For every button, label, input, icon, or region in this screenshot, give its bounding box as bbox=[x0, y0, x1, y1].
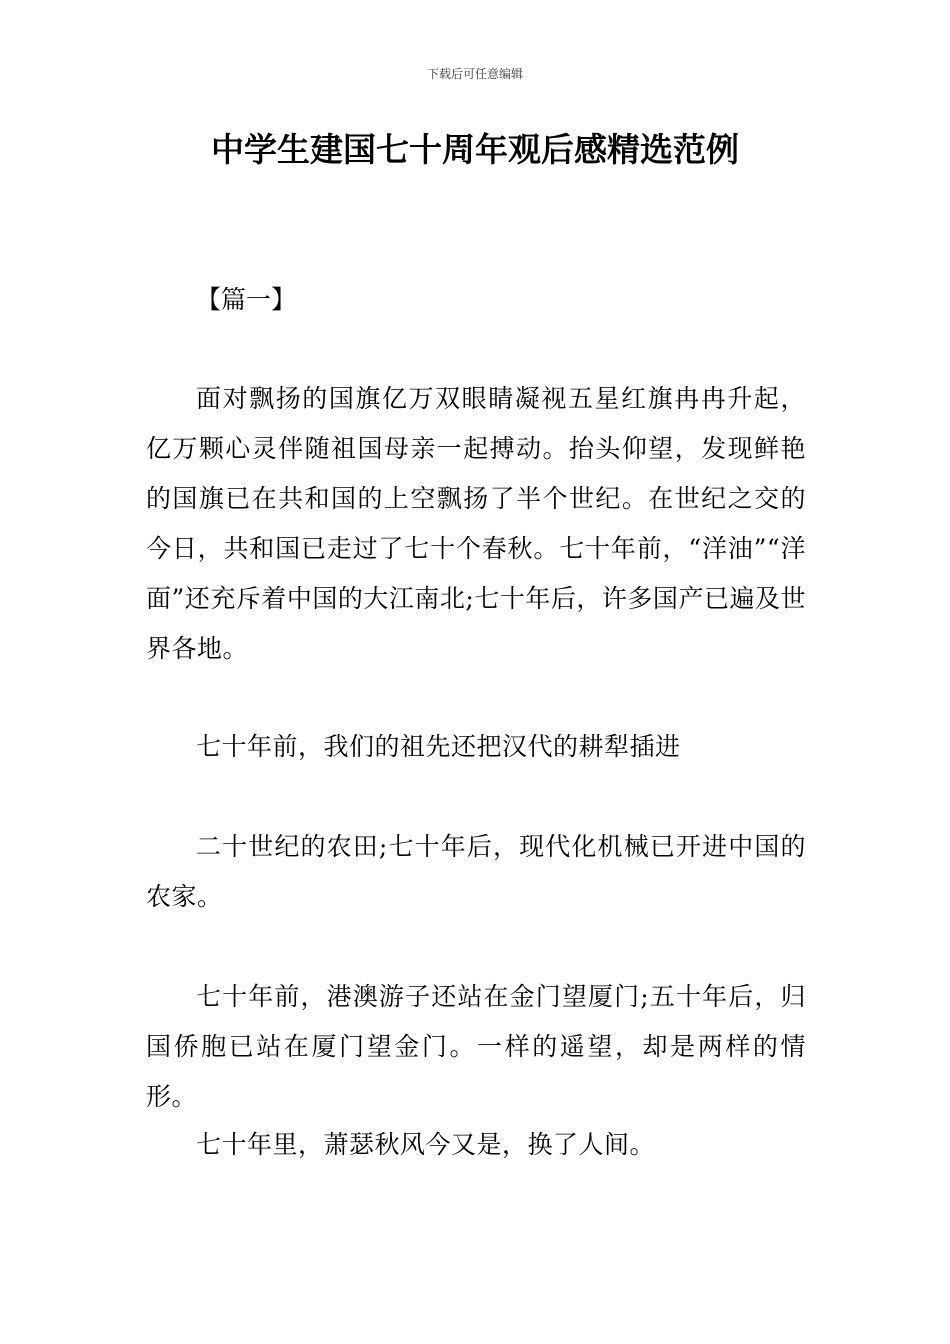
paragraph: 七十年里，萧瑟秋风今又是，换了人间。 bbox=[196, 1130, 656, 1159]
paragraph: 七十年前，我们的祖先还把汉代的耕犁插进 bbox=[196, 732, 681, 761]
paragraph: 面对飘扬的国旗亿万双眼睛凝视五星红旗冉冉升起，亿万颗心灵伴随祖国母亲一起搏动。抬头仰望，发现鲜艳的国旗已在共和国的上空飘扬了半个世纪。在世纪之交的今日，共和国已走过了七十个春秋。七十年前，“洋油”“洋面”还充斥着中国的大江南北;七十年后，许多国产已遍及世界各地。 bbox=[146, 384, 806, 663]
header-note: 下载后可任意编辑 bbox=[426, 67, 523, 81]
document-title: 中学生建国七十周年观后感精选范例 bbox=[211, 130, 739, 169]
paragraph: 二十世纪的农田;七十年后，现代化机械已开进中国的农家。 bbox=[146, 832, 806, 911]
section-label: 【篇一】 bbox=[196, 285, 297, 314]
paragraph: 七十年前，港澳游子还站在金门望厦门;五十年后，归国侨胞已站在厦门望金门。一样的遥望，却是两样的情形。 bbox=[146, 982, 806, 1111]
